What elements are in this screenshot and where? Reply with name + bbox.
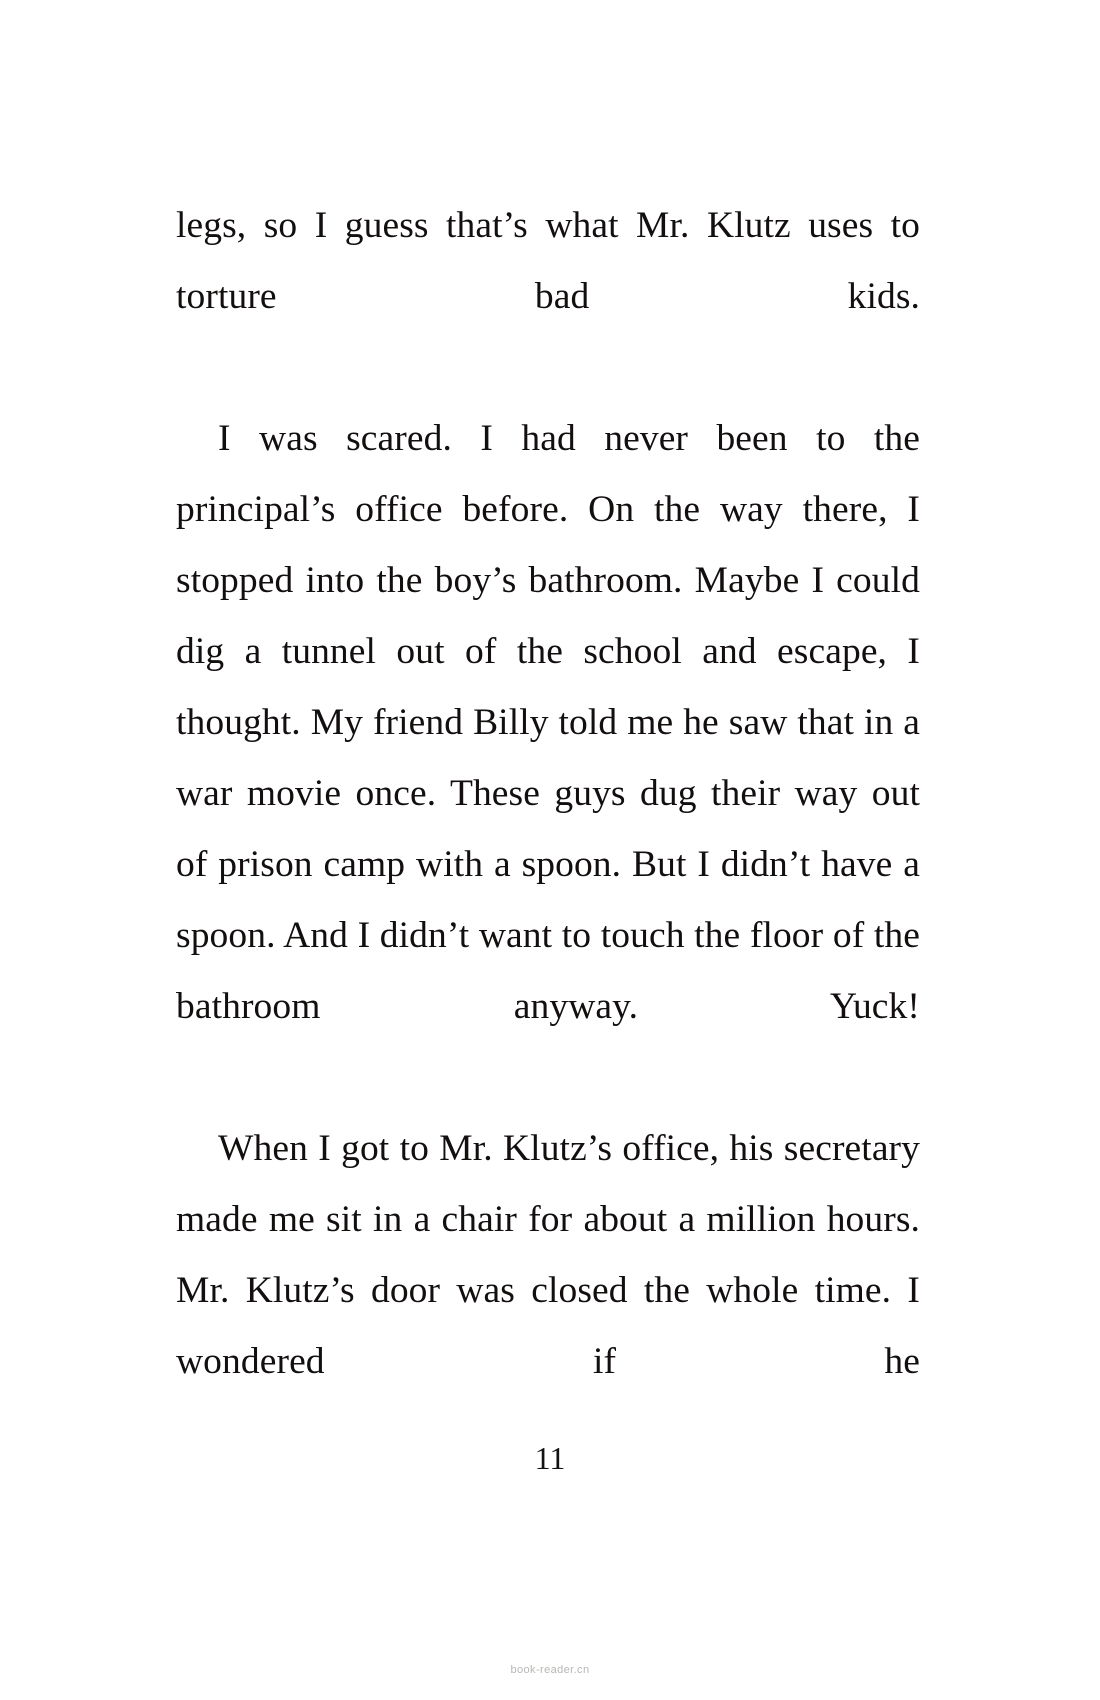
- body-text-column: [176, 190, 920, 1468]
- page-number: 11: [534, 1440, 566, 1476]
- paragraph-3: When I got to Mr. Klutz’s office, his secretary made me sit in a chair for about a million hours. Mr. Klutz’s door was closed the whole time. I wondered if he: [176, 1128, 920, 1382]
- watermark-text: book-reader.cn: [510, 1664, 590, 1676]
- paragraph-2: I was scared. I had never been to the principal’s office before. On the way there, I stopped into the boy’s bathroom. Maybe I could dig a tunnel out of the school and escape, I thought. My friend Billy told me he saw that in a war movie once. These guys dug their way out of prison camp with a spoon. But I didn’t have a spoon. And I didn’t want to touch the floor of the bathroom anyway. Yuck!: [176, 418, 920, 1027]
- paragraph-1: legs, so I guess that’s what Mr. Klutz uses to torture bad kids.: [176, 205, 920, 317]
